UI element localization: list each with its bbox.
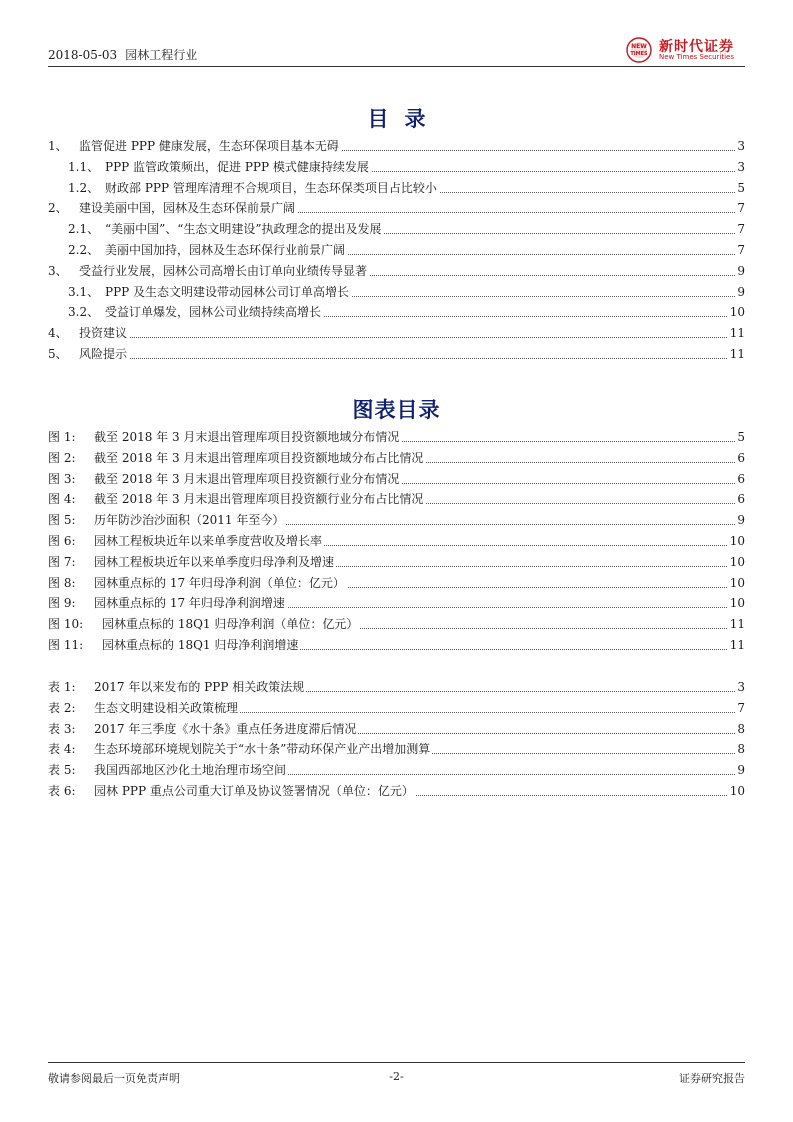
table-item-title: 2017 年三季度《水十条》重点任务进度滞后情况 xyxy=(94,719,358,740)
toc-item-page: 7 xyxy=(735,198,745,219)
figure-item-title: 园林工程板块近年以来单季度归母净利及增速 xyxy=(94,552,336,573)
figure-item-page: 10 xyxy=(728,593,745,614)
toc-item-title: “美丽中国”、“生态文明建设”执政理念的提出及发展 xyxy=(105,219,384,240)
table-item-number: 表 5: xyxy=(48,763,76,778)
logo-chinese-name: 新时代证券 xyxy=(659,39,734,55)
table-item-page: 10 xyxy=(728,781,745,802)
svg-text:TIMES: TIMES xyxy=(630,51,648,57)
figure-item-title: 园林重点标的 18Q1 归母净利润（单位：亿元） xyxy=(102,614,360,635)
figure-item-row[interactable] xyxy=(48,448,745,469)
page-header xyxy=(48,36,745,66)
figure-item-page: 5 xyxy=(735,427,745,448)
toc-item-page: 5 xyxy=(735,178,745,199)
logo-english-name: New Times Securities xyxy=(659,53,734,61)
footer-disclaimer: 敬请参阅最后一页免责声明 xyxy=(48,1072,180,1085)
toc-item-number: 2.2、 xyxy=(68,243,100,257)
footer-report-type: 证券研究报告 xyxy=(679,1072,745,1085)
figure-item-title: 截至 2018 年 3 月末退出管理库项目投资额行业分布情况 xyxy=(94,469,401,490)
figure-item-title: 截至 2018 年 3 月末退出管理库项目投资额地域分布情况 xyxy=(94,427,401,448)
figure-item-page: 10 xyxy=(728,552,745,573)
toc-title: 目录 xyxy=(367,106,442,131)
toc-item-title: PPP 及生态文明建设带动园林公司订单高增长 xyxy=(105,282,351,303)
figures-title: 图表目录 xyxy=(352,397,441,422)
toc-item-row[interactable] xyxy=(48,261,745,282)
toc-item-row[interactable] xyxy=(48,302,745,323)
figure-item-number: 图 7: xyxy=(48,554,76,569)
figure-item-number: 图 9: xyxy=(48,596,76,611)
figure-item-row[interactable] xyxy=(48,469,745,490)
toc-item-page: 7 xyxy=(735,240,745,261)
toc-item-title: PPP 监管政策频出，促进 PPP 模式健康持续发展 xyxy=(105,157,371,178)
toc-item-row[interactable] xyxy=(48,198,745,219)
figure-item-page: 11 xyxy=(728,614,745,635)
figure-item-title: 历年防沙治沙面积（2011 年至今） xyxy=(94,510,286,531)
table-item-page: 3 xyxy=(735,677,745,698)
page-footer xyxy=(48,1070,745,1086)
toc-item-row[interactable] xyxy=(48,219,745,240)
figure-item-number: 图 1: xyxy=(48,430,76,444)
industry-label: 园林工程行业 xyxy=(125,48,198,62)
figure-item-number: 图 3: xyxy=(48,471,76,486)
table-item-number: 表 3: xyxy=(48,721,76,736)
figure-item-row[interactable] xyxy=(48,531,745,552)
footer-divider xyxy=(48,1062,745,1063)
logo-mark-icon xyxy=(623,36,657,64)
toc-item-number: 1.1、 xyxy=(68,159,100,174)
toc-item-number: 2.1、 xyxy=(68,222,100,237)
figure-item-title: 截至 2018 年 3 月末退出管理库项目投资额行业分布占比情况 xyxy=(94,489,425,510)
toc-item-number: 4、 xyxy=(48,326,68,341)
figure-item-row[interactable] xyxy=(48,635,745,656)
toc-item-leader-dots xyxy=(79,337,743,338)
toc-item-number: 5、 xyxy=(48,347,68,361)
header-divider xyxy=(48,66,745,67)
toc-item-row[interactable] xyxy=(48,344,745,365)
company-logo xyxy=(623,36,745,64)
figure-item-row[interactable] xyxy=(48,489,745,510)
toc-item-page: 3 xyxy=(735,136,745,157)
toc-item-row[interactable] xyxy=(48,282,745,303)
figure-item-page: 10 xyxy=(728,531,745,552)
figure-item-number: 图 6: xyxy=(48,534,76,548)
figure-item-page: 11 xyxy=(728,635,745,656)
figure-item-number: 图 5: xyxy=(48,513,76,528)
figure-item-title: 园林重点标的 17 年归母净利润（单位：亿元） xyxy=(94,573,347,594)
toc-item-number: 3.1、 xyxy=(68,284,100,299)
table-item-row[interactable] xyxy=(48,739,745,760)
toc-item-number: 2、 xyxy=(48,201,68,216)
svg-text:NEW: NEW xyxy=(631,43,647,50)
figure-item-page: 6 xyxy=(735,469,745,490)
table-item-title: 我国西部地区沙化土地治理市场空间 xyxy=(94,760,288,781)
table-item-title: 园林 PPP 重点公司重大订单及协议签署情况（单位：亿元） xyxy=(94,781,416,802)
toc-item-title: 美丽中国加持，园林及生态环保行业前景广阔 xyxy=(105,240,347,261)
figure-item-title: 园林重点标的 18Q1 归母净利润增速 xyxy=(102,635,300,656)
header-info xyxy=(48,46,197,63)
figure-item-number: 图 4: xyxy=(48,492,76,507)
figure-item-number: 图 2: xyxy=(48,450,76,465)
toc-item-page: 7 xyxy=(735,219,745,240)
figure-item-number: 图 8: xyxy=(48,575,76,590)
table-item-page: 8 xyxy=(735,719,745,740)
table-item-page: 8 xyxy=(735,739,745,760)
figure-item-row[interactable] xyxy=(48,614,745,635)
table-item-page: 7 xyxy=(735,698,745,719)
figure-item-row[interactable] xyxy=(48,573,745,594)
toc-item-page: 10 xyxy=(728,302,745,323)
table-item-row[interactable] xyxy=(48,698,745,719)
figure-item-page: 6 xyxy=(735,489,745,510)
figure-item-row[interactable] xyxy=(48,427,745,448)
table-item-row[interactable] xyxy=(48,760,745,781)
toc-item-title: 受益订单爆发，园林公司业绩持续高增长 xyxy=(105,302,323,323)
table-item-row[interactable] xyxy=(48,677,745,698)
figure-item-number: 图 10: xyxy=(48,617,84,632)
toc-item-page: 9 xyxy=(735,261,745,282)
figure-item-row[interactable] xyxy=(48,510,745,531)
figure-item-title: 园林重点标的 17 年归母净利润增速 xyxy=(94,593,287,614)
toc-item-title: 投资建议 xyxy=(79,323,129,344)
table-item-number: 表 6: xyxy=(48,784,76,798)
table-item-title: 2017 年以来发布的 PPP 相关政策法规 xyxy=(94,677,306,698)
toc-item-page: 11 xyxy=(728,344,745,365)
toc-item-title: 受益行业发展，园林公司高增长由订单向业绩传导显著 xyxy=(79,261,369,282)
figure-item-page: 9 xyxy=(735,510,745,531)
toc-item-title: 财政部 PPP 管理库清理不合规项目，生态环保类项目占比较小 xyxy=(105,178,439,199)
toc-item-row[interactable] xyxy=(48,136,745,157)
toc-item-leader-dots xyxy=(79,358,743,359)
toc-item-page: 3 xyxy=(735,157,745,178)
toc-item-row[interactable] xyxy=(48,323,745,344)
table-item-title: 生态文明建设相关政策梳理 xyxy=(94,698,240,719)
table-item-number: 表 2: xyxy=(48,700,76,715)
toc-item-number: 1、 xyxy=(48,139,68,153)
figure-item-title: 截至 2018 年 3 月末退出管理库项目投资额地域分布占比情况 xyxy=(94,448,425,469)
table-item-row[interactable] xyxy=(48,781,745,802)
figure-item-title: 园林工程板块近年以来单季度营收及增长率 xyxy=(94,531,324,552)
table-item-number: 表 4: xyxy=(48,742,76,757)
toc-item-row[interactable] xyxy=(48,240,745,261)
figure-item-row[interactable] xyxy=(48,552,745,573)
toc-item-title: 监管促进 PPP 健康发展，生态环保项目基本无碍 xyxy=(79,136,341,157)
figure-item-number: 图 11: xyxy=(48,638,84,652)
report-date: 2018-05-03 xyxy=(48,48,118,62)
figure-item-row[interactable] xyxy=(48,593,745,614)
toc-item-title: 风险提示 xyxy=(79,344,129,365)
toc-item-page: 9 xyxy=(735,282,745,303)
toc-item-page: 11 xyxy=(728,323,745,344)
figure-item-page: 6 xyxy=(735,448,745,469)
table-item-number: 表 1: xyxy=(48,680,76,694)
table-item-title: 生态环境部环境规划院关于“水十条”带动环保产业产出增加测算 xyxy=(94,739,432,760)
toc-item-number: 3、 xyxy=(48,263,68,278)
toc-item-row[interactable] xyxy=(48,178,745,199)
figure-item-page: 10 xyxy=(728,573,745,594)
footer-page-number: -2- xyxy=(389,1070,404,1083)
table-item-page: 9 xyxy=(735,760,745,781)
toc-item-row[interactable] xyxy=(48,157,745,178)
table-item-row[interactable] xyxy=(48,719,745,740)
toc-item-title: 建设美丽中国，园林及生态环保前景广阔 xyxy=(79,198,297,219)
toc-item-number: 1.2、 xyxy=(68,180,100,195)
toc-item-number: 3.2、 xyxy=(68,305,100,320)
